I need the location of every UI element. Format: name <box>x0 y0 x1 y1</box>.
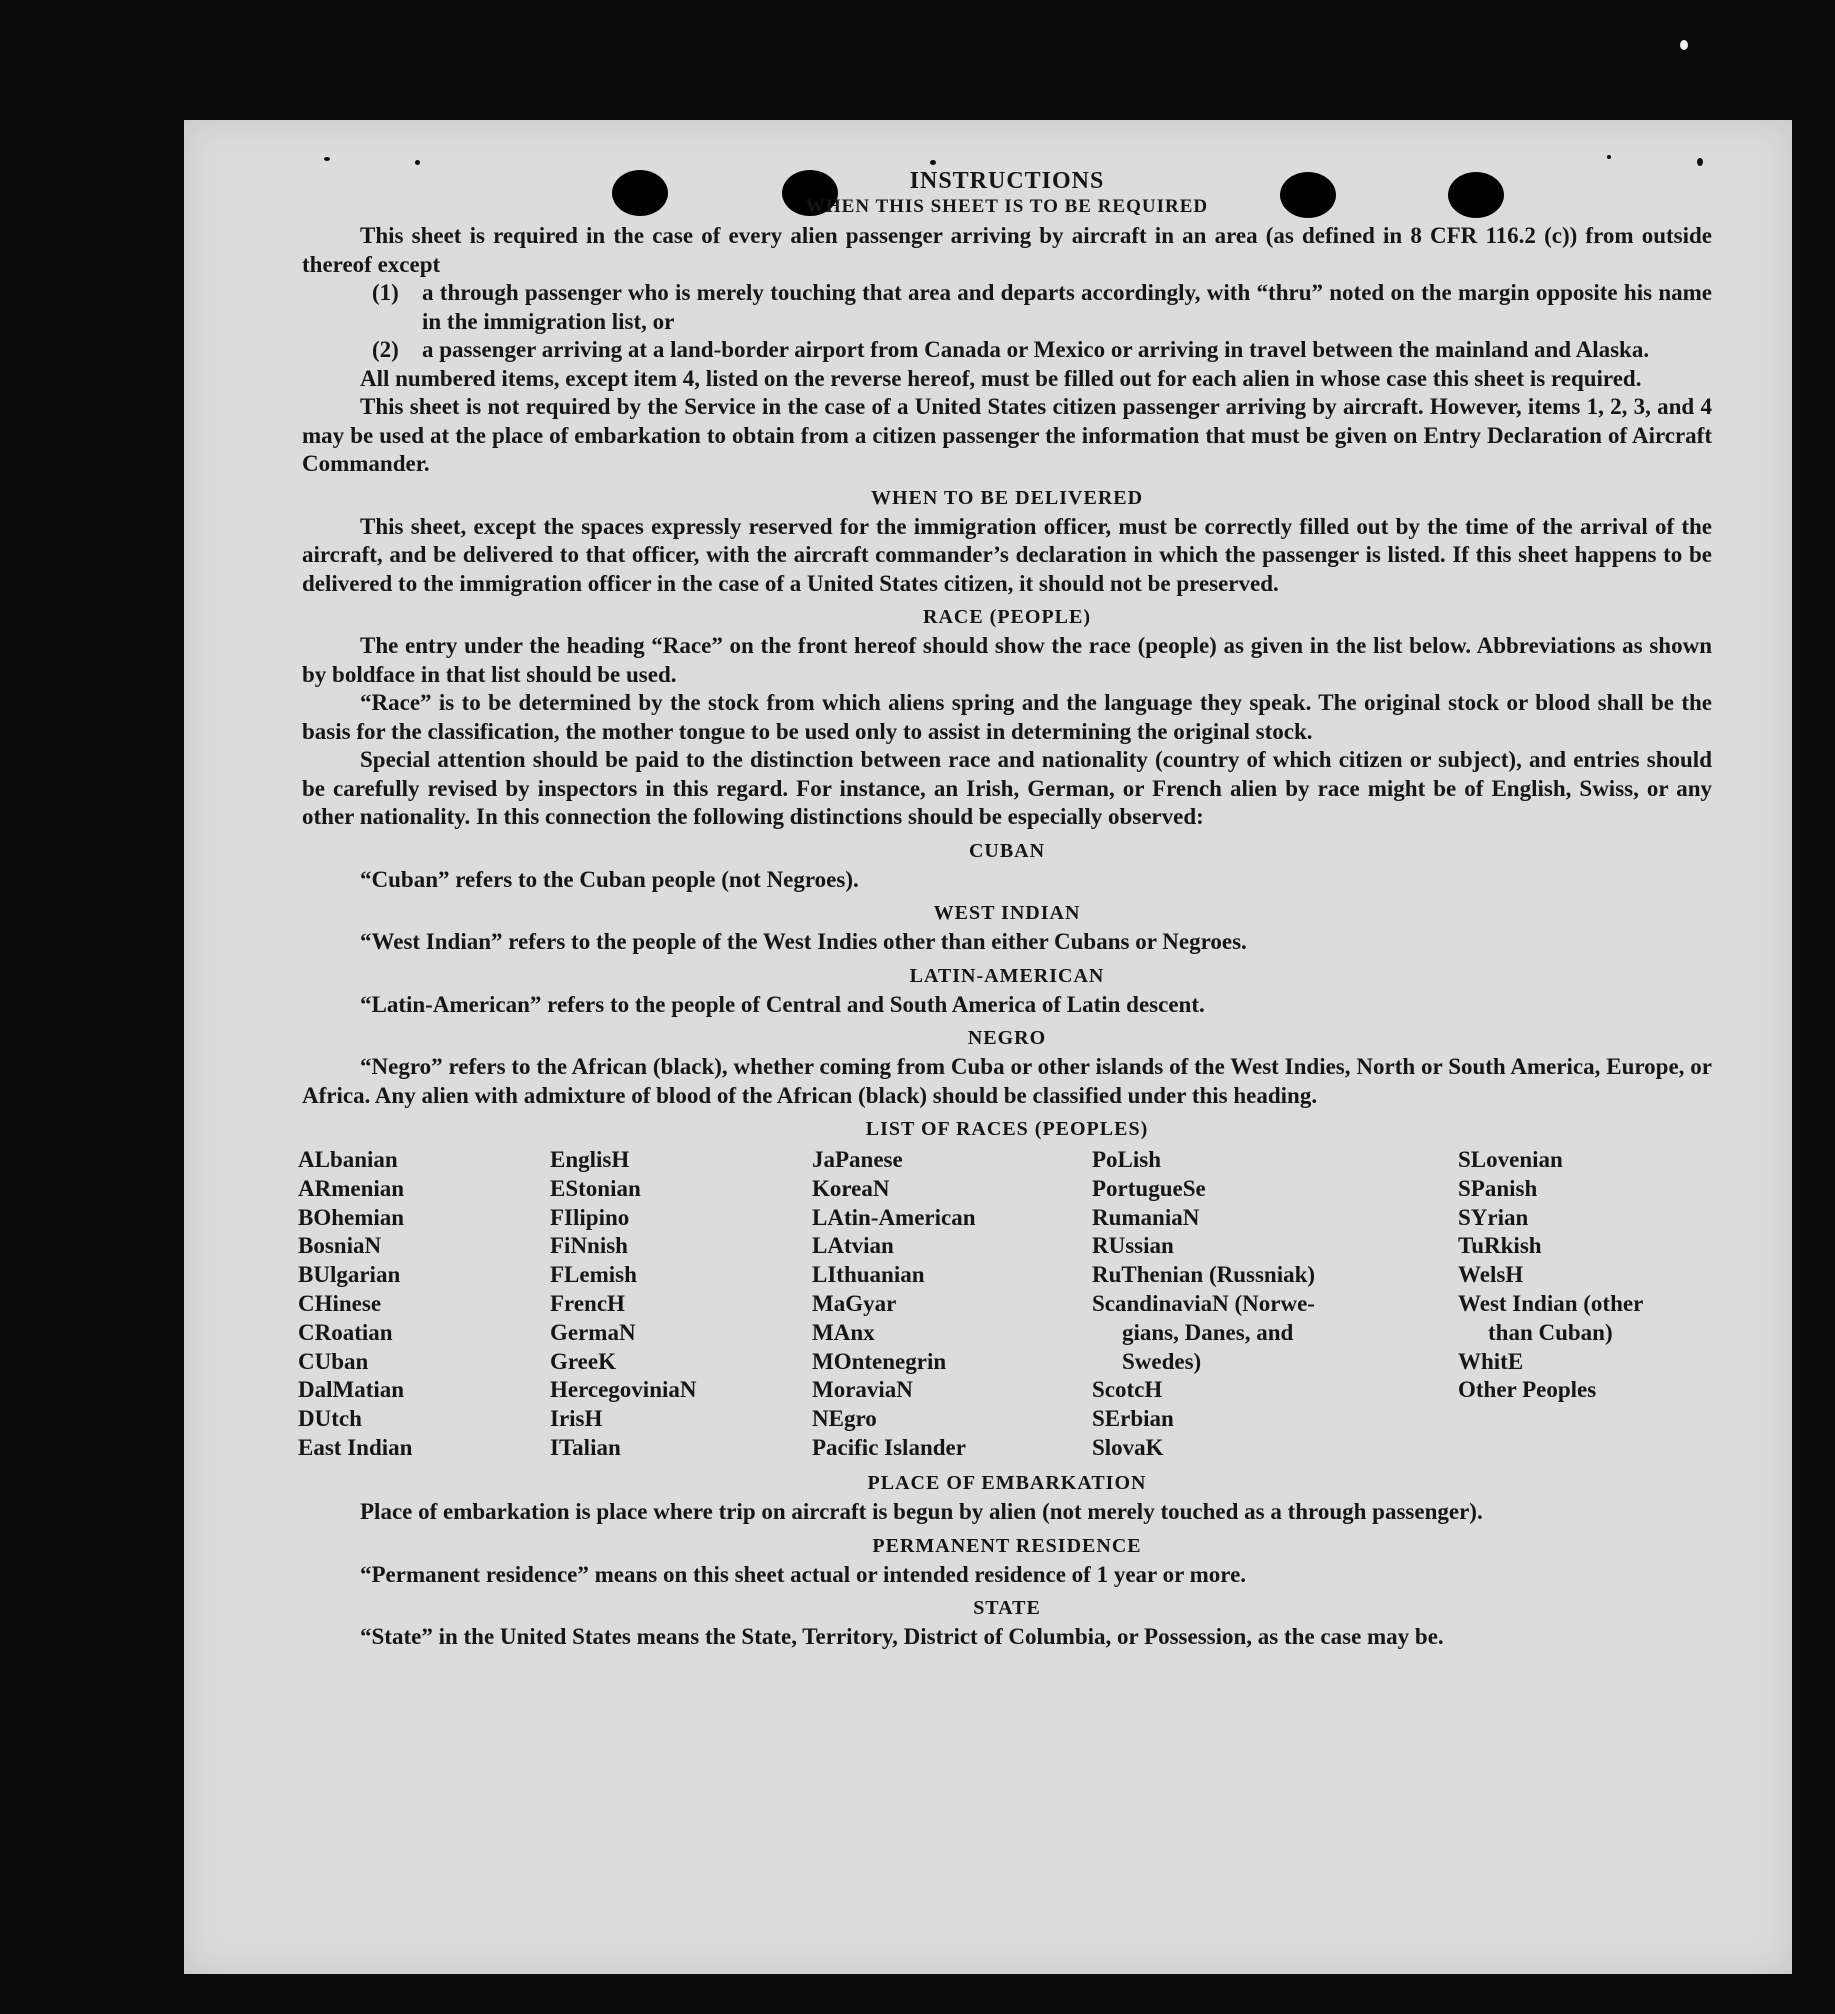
race-entry: MoraviaN <box>812 1377 913 1403</box>
race-entry: SYrian <box>1458 1204 1529 1230</box>
race-entry: RuThenian (Russniak) <box>1092 1262 1316 1288</box>
race-entry: WhitE <box>1458 1348 1524 1374</box>
race-entry: MAnx <box>812 1319 875 1345</box>
exception-text: a passenger arriving at a land-border airport from Canada or Mexico or arriving in travel between the mainland and Alaska. <box>422 337 1650 362</box>
exception-item <box>372 336 1712 365</box>
races-column <box>812 1146 976 1463</box>
race-entry: DUtch <box>298 1406 362 1432</box>
section-heading: NEGRO <box>967 1027 1047 1049</box>
race-entry: RumaniaN <box>1092 1204 1200 1230</box>
races-column <box>1092 1146 1382 1463</box>
document-title: INSTRUCTIONS <box>909 168 1105 194</box>
section-paragraph: “Race” is to be determined by the stock from which aliens spring and the language they speak. The original stock or blood shall be the basis for the classification, the mother tongue to be used only to assist in determining the original stock. <box>302 690 1712 744</box>
race-entry: FLemish <box>550 1262 637 1288</box>
races-heading: LIST OF RACES (PEOPLES) <box>865 1118 1149 1140</box>
race-entry: SlovaK <box>1092 1434 1164 1460</box>
race-entry: FrencH <box>550 1290 625 1316</box>
required-intro: This sheet is required in the case of every alien passenger arriving by aircraft in an area (as defined in 8 CFR 116.2 (c)) from outside thereof except <box>302 223 1712 277</box>
race-entry: DalMatian <box>298 1377 405 1403</box>
race-entry: ARmenian <box>298 1175 405 1201</box>
race-entry: SPanish <box>1458 1175 1538 1201</box>
race-entry: gians, Danes, and <box>1122 1319 1294 1345</box>
section-heading: LATIN-AMERICAN <box>909 964 1105 987</box>
race-entry: Swedes) <box>1122 1348 1202 1374</box>
section-heading: RACE (PEOPLE) <box>923 606 1091 628</box>
race-entry: MaGyar <box>812 1290 897 1316</box>
race-entry: GermaN <box>550 1319 636 1345</box>
numbered-items-note: All numbered items, except item 4, listed on the reverse hereof, must be filled out for each alien in whose case this sheet is required. <box>360 365 1642 391</box>
exception-item <box>372 279 1712 336</box>
race-entry: FiNnish <box>550 1233 628 1259</box>
race-entry: PoLish <box>1092 1147 1162 1172</box>
dust-speck <box>1697 158 1703 166</box>
race-entry: PortugueSe <box>1092 1175 1206 1201</box>
section-paragraph: “West Indian” refers to the people of the West Indies other than either Cubans or Negroes. <box>360 929 1247 954</box>
races-list <box>298 1146 1712 1464</box>
race-entry: LAtvian <box>812 1233 894 1259</box>
race-entry: IrisH <box>550 1406 603 1432</box>
race-entry: West Indian (other <box>1458 1290 1644 1316</box>
race-entry: SErbian <box>1092 1406 1174 1432</box>
section-paragraph: “Negro” refers to the African (black), whether coming from Cuba or other islands of the West Indies, North or South America, Europe, or Africa. Any alien with admixture of blood of the African (black) should be classified under this heading. <box>302 1054 1712 1108</box>
race-entry: EnglisH <box>550 1147 630 1172</box>
race-entry: NEgro <box>812 1406 877 1432</box>
race-entry: GreeK <box>550 1348 616 1374</box>
section-heading: CUBAN <box>968 839 1046 862</box>
race-entry: Other Peoples <box>1458 1377 1597 1403</box>
exception-number: (1) <box>372 280 399 305</box>
race-entry: WelsH <box>1458 1262 1524 1288</box>
race-entry: RUssian <box>1092 1233 1174 1259</box>
race-entry: JaPanese <box>812 1147 903 1172</box>
section-paragraph: “Latin-American” refers to the people of Central and South America of Latin descent. <box>360 991 1205 1017</box>
race-entry: than Cuban) <box>1488 1319 1613 1345</box>
race-entry: BosniaN <box>298 1233 382 1259</box>
race-entry: BOhemian <box>298 1204 405 1230</box>
section-heading: PERMANENT RESIDENCE <box>872 1534 1142 1557</box>
race-entry: CUban <box>298 1348 369 1374</box>
section-paragraph: Special attention should be paid to the distinction between race and nationality (country of which citizen or subject), and entries should be carefully revised by inspectors in this regard. For instance, an Irish, German, or French alien by race might be of English, Swiss, or any other nationality. In this connection the following distinctions should be especially observed: <box>302 747 1712 829</box>
race-entry: EStonian <box>550 1175 641 1201</box>
section-paragraph: “State” in the United States means the State, Territory, District of Columbia, or Possession, as the case may be. <box>360 1624 1444 1649</box>
instructions-text <box>298 168 1712 1652</box>
races-column <box>298 1146 412 1463</box>
race-entry: LIthuanian <box>812 1262 925 1288</box>
section-heading: PLACE OF EMBARKATION <box>867 1472 1147 1494</box>
race-entry: CRoatian <box>298 1319 393 1345</box>
race-entry: SLovenian <box>1458 1147 1563 1172</box>
race-entry: CHinese <box>298 1290 382 1316</box>
race-entry: HercegoviniaN <box>550 1377 697 1403</box>
race-entry: ITalian <box>550 1434 621 1460</box>
race-entry: KoreaN <box>812 1175 890 1201</box>
race-entry: Pacific Islander <box>812 1434 966 1460</box>
exception-number: (2) <box>372 337 399 362</box>
citizen-note: This sheet is not required by the Service in the case of a United States citizen passenger arriving by aircraft. However, items 1, 2, 3, and 4 may be used at the place of embarkation to obtain from a citizen passenger the information that must be given on Entry Declaration of Aircraft Commander. <box>302 394 1712 476</box>
race-entry: TuRkish <box>1458 1233 1542 1259</box>
dust-speck <box>1607 155 1611 159</box>
races-column <box>1458 1146 1718 1405</box>
dust-speck <box>324 157 330 161</box>
section-heading: STATE <box>973 1597 1041 1619</box>
document-subtitle: WHEN THIS SHEET IS TO BE REQUIRED <box>805 196 1209 217</box>
section-heading: WHEN TO BE DELIVERED <box>870 486 1144 509</box>
section-paragraph: “Permanent residence” means on this sheet actual or intended residence of 1 year or more. <box>360 1561 1247 1587</box>
exception-text: a through passenger who is merely touching that area and departs accordingly, with “thru” noted on the margin opposite his name in the immigration list, or <box>422 280 1712 334</box>
race-entry: ALbanian <box>298 1147 398 1172</box>
race-entry: East Indian <box>298 1434 413 1460</box>
races-column <box>550 1146 697 1463</box>
section-paragraph: Place of embarkation is place where trip on aircraft is begun by alien (not merely touched as a through passenger). <box>360 1499 1483 1524</box>
race-entry: ScandinaviaN (Norwe- <box>1092 1290 1315 1316</box>
section-paragraph: This sheet, except the spaces expressly reserved for the immigration officer, must be correctly filled out by the time of the arrival of the aircraft, and be delivered to that officer, with the aircraft commander’s declaration in which the passenger is listed. If this sheet happens to be delivered to the immigration officer in the case of a United States citizen, it should not be preserved. <box>302 513 1712 596</box>
section-paragraph: “Cuban” refers to the Cuban people (not Negroes). <box>360 866 859 892</box>
race-entry: LAtin-American <box>812 1204 976 1230</box>
race-entry: BUlgarian <box>298 1262 401 1288</box>
section-heading: WEST INDIAN <box>933 902 1081 924</box>
race-entry: FIlipino <box>550 1204 630 1230</box>
race-entry: ScotcH <box>1092 1377 1163 1403</box>
section-paragraph: The entry under the heading “Race” on the front hereof should show the race (people) as given in the list below. Abbreviations as shown by boldface in that list should be used. <box>302 633 1712 687</box>
dust-speck <box>415 160 420 165</box>
dust-speck <box>930 160 936 165</box>
race-entry: MOntenegrin <box>812 1348 947 1374</box>
dust-speck <box>1680 40 1688 50</box>
